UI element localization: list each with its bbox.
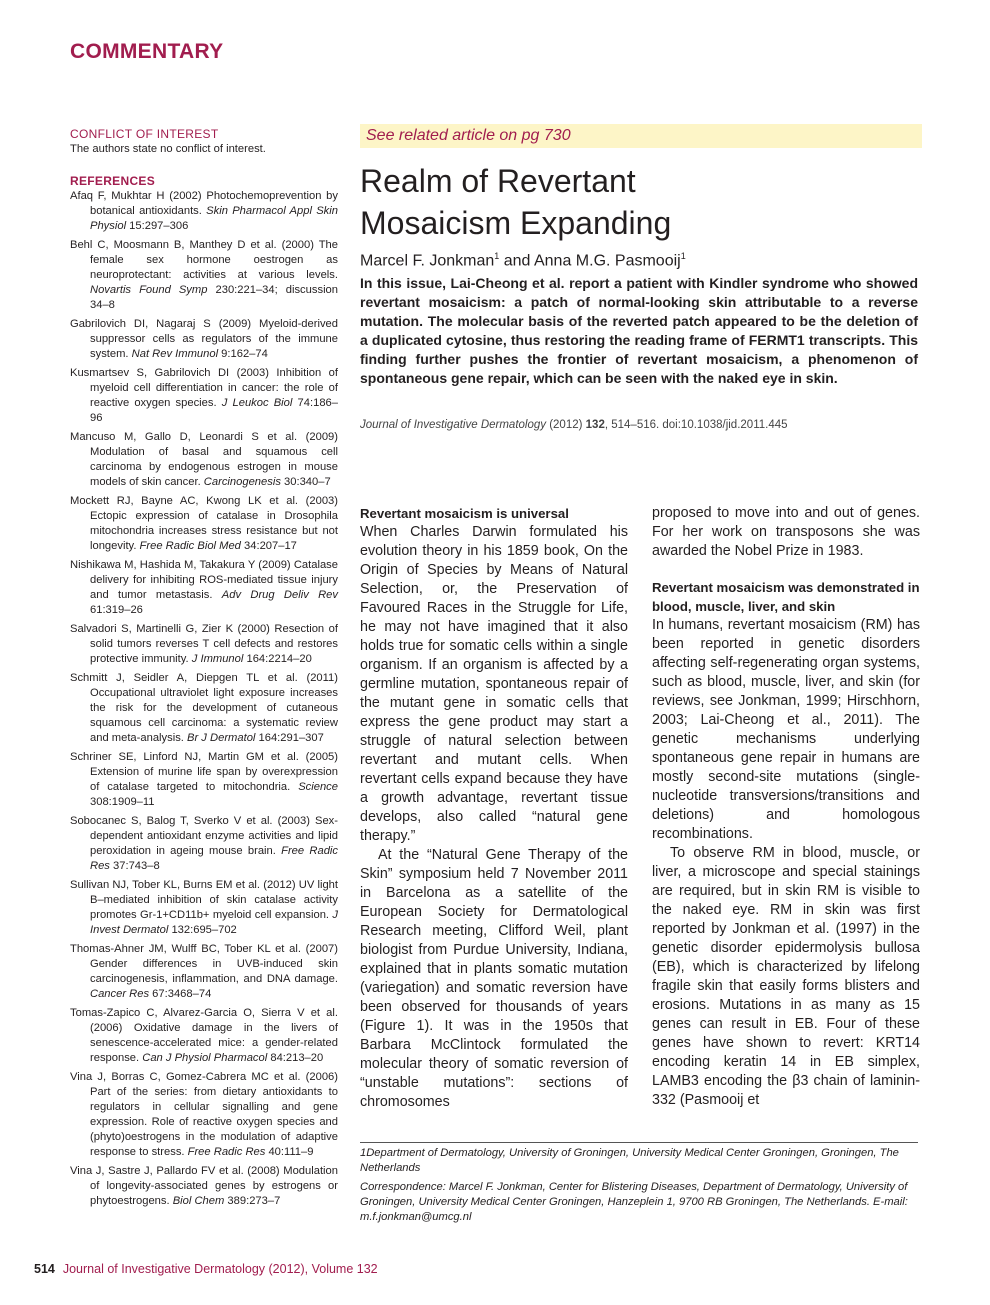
reference-pages: 37:743–8 xyxy=(109,860,160,872)
body-column-1 xyxy=(360,504,628,1112)
reference-source: Free Radic Biol Med xyxy=(139,540,241,552)
title-line-1: Realm of Revertant xyxy=(360,163,636,199)
reference-source: J Invest Dermatol xyxy=(90,909,338,936)
reference-pages: 15:297–306 xyxy=(126,220,189,232)
reference-item xyxy=(70,750,338,810)
related-article-link[interactable]: See related article on pg 730 xyxy=(360,124,922,148)
footnote-rule xyxy=(360,1142,918,1143)
subheading-universal: Revertant mosaicism is universal xyxy=(360,506,569,521)
reference-item xyxy=(70,366,338,426)
reference-source: Free Radic Res xyxy=(90,845,338,872)
reference-text: Mockett RJ, Bayne AC, Kwong LK et al. (2003) Ectopic expression of catalase in Drosophila mitochondria increases stress resistance but not longevity. xyxy=(70,495,338,552)
page-number: 514 xyxy=(34,1262,55,1276)
body-paragraph-1: When Charles Darwin formulated his evolution theory in his 1859 book, On the Origin of Species by Means of Natural Selection, or, the Preservation of Favoured Races in the Struggle for Life, he may not have imagined that it also holds true for somatic cells within a single organism. If an organism is affected by a germline mutation, spontaneous repair of the mutant gene in somatic cells that express the gene product may start a struggle of natural selection between revertant and mutant cells. When revertant cells expand because they have a growth advantage, revertant tissue develops, also called “natural gene therapy.” xyxy=(360,524,628,844)
reference-text: Sobocanec S, Balog T, Sverko V et al. (2003) Sex-dependent antioxidant enzyme activities and lipid peroxidation in ageing mouse brain. xyxy=(70,815,338,857)
reference-text: Kusmartsev S, Gabrilovich DI (2003) Inhibition of myeloid cell differentiation in cancer: the role of reactive oxygen species. xyxy=(70,367,338,409)
reference-item xyxy=(70,1164,338,1209)
body-paragraph-3: In humans, revertant mosaicism (RM) has been reported in genetic disorders affecting self-regenerating organ systems, such as blood, muscle, liver, and skin (for reviews, see Jonkman, 1999; Hirschhorn, 2003; Lai-Cheong et al., 2011). The genetic mechanisms underlying spontaneous gene repair in humans are mostly second-site mutations (single-nucleotide transversions/transitions and deletions) and homologous recombinations. xyxy=(652,617,920,842)
reference-text: Nishikawa M, Hashida M, Takakura Y (2009) Catalase delivery for inhibiting ROS-mediated tissue injury and tumor metastasis. xyxy=(70,559,338,601)
author-2-affiliation: 1 xyxy=(680,251,686,261)
footer-journal: Journal of Investigative Dermatology (2012), Volume 132 xyxy=(62,1262,378,1276)
reference-text: Vina J, Sastre J, Pallardo FV et al. (2008) Modulation of longevity-associated genes by estrogens or phytoestrogens. xyxy=(70,1165,338,1207)
reference-text: Salvadori S, Martinelli G, Zier K (2000) Resection of solid tumors reverses T cell defects and restores protective immunity. xyxy=(70,623,338,665)
reference-text: Afaq F, Mukhtar H (2002) Photochemoprevention by botanical antioxidants. xyxy=(70,190,338,217)
reference-source: Free Radic Res xyxy=(187,1146,266,1158)
reference-item xyxy=(70,189,338,234)
reference-pages: 67:3468–74 xyxy=(149,988,212,1000)
left-column xyxy=(70,127,338,1213)
reference-text: Schriner SE, Linford NJ, Martin GM et al. (2005) Extension of murine life span by overexpression of catalase targeted to mitochondria. xyxy=(70,751,338,793)
reference-source: Biol Chem xyxy=(172,1195,225,1207)
coi-text: The authors state no conflict of interest. xyxy=(70,143,266,155)
coi-heading: CONFLICT OF INTEREST xyxy=(70,127,219,141)
reference-pages: 132:695–702 xyxy=(168,924,237,936)
body-column-2 xyxy=(652,504,920,1110)
reference-source: Cancer Res xyxy=(90,988,150,1000)
reference-text: Gabrilovich DI, Nagaraj S (2009) Myeloid-derived suppressor cells as regulators of the immune system. xyxy=(70,318,338,360)
abstract: In this issue, Lai-Cheong et al. report a patient with Kindler syndrome who showed revertant mosaicism: a patch of normal-looking skin attributable to a reverse mutation. The molecular basis of the reverted patch appeared to be the deletion of a duplicated cytosine, thus restoring the reading frame of FERMT1 transcripts. This finding further pushes the frontier of revertant mosaicism, a phenomenon of spontaneous gene repair, which can be seen with the naked eye in skin. xyxy=(360,275,918,386)
body-paragraph-2: At the “Natural Gene Therapy of the Skin” symposium held 7 November 2011 in Barcelona as a satellite of the European Society for Dermatological Research meeting, Clifford Weil, plant biologist from Purdue University, Indiana, explained that in plants somatic mutation (variegation) and somatic reversion have been observed for thousands of years (Figure 1). It was in the 1950s that Barbara McClintock formulated the molecular theory of somatic reversion of “unstable mutations”: sections of chromosomes xyxy=(360,847,628,1110)
reference-pages: 164:291–307 xyxy=(255,732,324,744)
reference-item xyxy=(70,942,338,1002)
reference-pages: 389:273–7 xyxy=(224,1195,281,1207)
references-heading: REFERENCES xyxy=(70,174,156,188)
reference-text: Mancuso M, Gallo D, Leonardi S et al. (2009) Modulation of basal and squamous cell carcinoma by endogenous estrogen in mouse models of skin cancer. xyxy=(70,431,338,488)
footnote-affiliation: 1Department of Dermatology, University of Groningen, University Medical Center Groningen, Groningen, The Netherlands xyxy=(360,1147,899,1174)
reference-item xyxy=(70,317,338,362)
reference-text: Sullivan NJ, Tober KL, Burns EM et al. (2012) UV light B–mediated inhibition of skin catalase activity promotes Gr-1+CD11b+ myeloid cell expansion. xyxy=(70,879,338,921)
reference-source: Novartis Found Symp xyxy=(90,284,208,296)
reference-item xyxy=(70,494,338,554)
reference-item xyxy=(70,238,338,313)
citation-volume: 132 xyxy=(585,419,605,431)
article-title xyxy=(360,160,671,244)
author-1-affiliation: 1 xyxy=(494,251,500,261)
reference-item xyxy=(70,430,338,490)
reference-source: J Leukoc Biol xyxy=(221,397,293,409)
citation-journal: Journal of Investigative Dermatology xyxy=(360,419,547,431)
title-line-2: Mosaicism Expanding xyxy=(360,205,672,241)
reference-pages: 9:162–74 xyxy=(218,348,268,360)
reference-pages: 34:207–17 xyxy=(240,540,297,552)
body-paragraph-2-continued: proposed to move into and out of genes. For her work on transposons she was awarded the Nobel Prize in 1983. xyxy=(652,505,920,559)
subheading-demonstrated: Revertant mosaicism was demonstrated in blood, muscle, liver, and skin xyxy=(652,580,920,614)
section-label: COMMENTARY xyxy=(70,40,224,63)
citation xyxy=(360,417,788,433)
reference-item xyxy=(70,1070,338,1160)
reference-pages: 30:340–7 xyxy=(280,476,331,488)
reference-item xyxy=(70,1006,338,1066)
reference-item xyxy=(70,622,338,667)
reference-source: Nat Rev Immunol xyxy=(131,348,219,360)
author-and: and xyxy=(499,252,534,270)
reference-source: Br J Dermatol xyxy=(187,732,256,744)
reference-source: Science xyxy=(298,781,338,793)
reference-item xyxy=(70,814,338,874)
reference-list xyxy=(70,189,338,1209)
body-paragraph-4: To observe RM in blood, muscle, or liver, a microscope and special stainings are required, but in skin RM is visible to the naked eye. RM in skin was first reported by Jonkman et al. (1997) in the genetic disorder epidermolysis bullosa (EB), which is characterized by lifelong fragile skin that easily forms blisters and erosions. Mutations in as many as 15 genes can result in EB. Four of these genes have shown to revert: KRT14 encoding keratin 14 in EB simplex, LAMB3 encoding the β3 chain of laminin-332 (Pasmooij et xyxy=(652,845,920,1108)
author-2: Anna M.G. Pasmooij xyxy=(533,252,681,270)
author-list xyxy=(360,245,686,272)
reference-text: Behl C, Moosmann B, Manthey D et al. (2000) The female sex hormone oestrogen as neuroprotectant: activities at various levels. xyxy=(70,239,338,281)
reference-text: Tomas-Zapico C, Alvarez-Garcia O, Sierra V et al. (2006) Oxidative damage in the livers of senescence-accelerated mice: a gender-related response. xyxy=(70,1007,338,1064)
reference-pages: 84:213–20 xyxy=(267,1052,324,1064)
reference-source: J Immunol xyxy=(191,653,244,665)
reference-item xyxy=(70,558,338,618)
citation-year: (2012) xyxy=(546,419,586,431)
page-footer xyxy=(34,1261,378,1277)
reference-text: Vina J, Borras C, Gomez-Cabrera MC et al. (2006) Part of the series: from dietary antioxidants to regulators in cellular signalling and gene expression. Role of reactive oxygen species and (phyto)oestrogens in the modulation of adaptive response to stress. xyxy=(70,1071,338,1158)
reference-pages: 230:221–34; discussion 34–8 xyxy=(90,284,338,311)
footnote-correspondence: Correspondence: Marcel F. Jonkman, Center for Blistering Diseases, Department of Dermatology, University of Groningen, University Medical Center Groningen, Hanzeplein 1, 9700 RB Groningen, The Netherlands. E-mail: m.f.jonkman@umcg.nl xyxy=(360,1181,908,1223)
citation-rest: , 514–516. doi:10.1038/jid.2011.445 xyxy=(604,419,788,431)
reference-source: Carcinogenesis xyxy=(203,476,281,488)
reference-item xyxy=(70,878,338,938)
reference-source: Skin Pharmacol Appl Skin Physiol xyxy=(90,205,338,232)
reference-pages: 164:2214–20 xyxy=(243,653,312,665)
reference-text: Thomas-Ahner JM, Wulff BC, Tober KL et al. (2007) Gender differences in UVB-induced skin carcinogenesis, inflammation, and DNA damage. xyxy=(70,943,338,985)
reference-pages: 61:319–26 xyxy=(90,604,143,616)
reference-source: Adv Drug Deliv Rev xyxy=(221,589,338,601)
reference-pages: 40:111–9 xyxy=(265,1146,314,1158)
reference-pages: 74:186–96 xyxy=(90,397,338,424)
reference-source: Can J Physiol Pharmacol xyxy=(142,1052,268,1064)
reference-pages: 308:1909–11 xyxy=(90,796,155,808)
author-1: Marcel F. Jonkman xyxy=(360,252,495,270)
reference-text: Schmitt J, Seidler A, Diepgen TL et al. (2011) Occupational ultraviolet light exposure increases the risk for the development of cutaneous squamous cell carcinoma: a systematic review and meta-analysis. xyxy=(70,672,338,744)
reference-item xyxy=(70,671,338,746)
